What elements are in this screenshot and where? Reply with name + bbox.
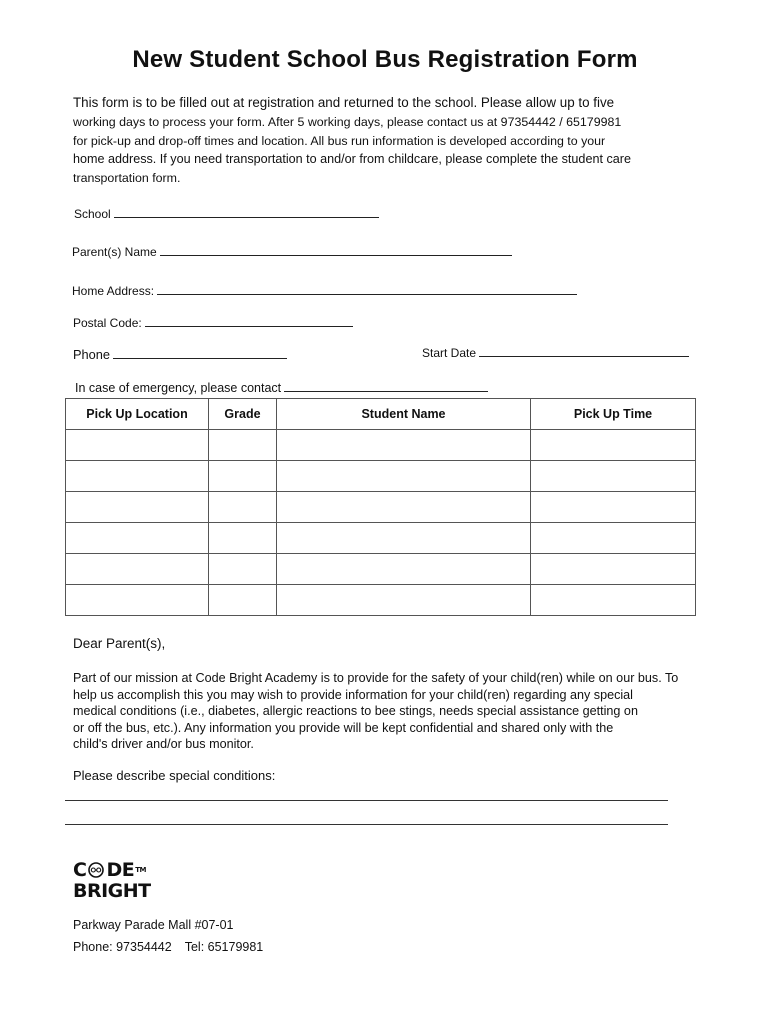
cell-student-name[interactable] bbox=[277, 554, 531, 585]
school-input[interactable] bbox=[114, 206, 379, 218]
home-address-label: Home Address: bbox=[72, 284, 155, 298]
footer-contacts bbox=[73, 940, 263, 954]
table-row bbox=[66, 492, 696, 523]
footer-phone: Phone: 97354442 bbox=[73, 940, 172, 954]
intro-line: home address. If you need transportation to and/or from childcare, please complete the student care bbox=[73, 152, 631, 167]
cell-pickup-time[interactable] bbox=[531, 554, 696, 585]
emergency-input[interactable] bbox=[284, 380, 488, 392]
postal-code-field bbox=[73, 315, 353, 330]
letter-line: medical conditions (i.e., diabetes, allergic reactions to bee stings, needs special assistance getting on bbox=[73, 704, 638, 719]
letter-line: Part of our mission at Code Bright Academy is to provide for the safety of your child(ren) while on our bus. To bbox=[73, 671, 679, 685]
start-date-field bbox=[422, 345, 689, 360]
postal-code-input[interactable] bbox=[145, 315, 353, 327]
cell-pickup-time[interactable] bbox=[531, 492, 696, 523]
table-row bbox=[66, 554, 696, 585]
header-student-name: Student Name bbox=[277, 399, 531, 430]
intro-line: transportation form. bbox=[73, 171, 181, 186]
cell-student-name[interactable] bbox=[277, 492, 531, 523]
header-pickup-time: Pick Up Time bbox=[531, 399, 696, 430]
page-title: New Student School Bus Registration Form bbox=[132, 46, 638, 73]
intro-paragraph bbox=[73, 94, 713, 188]
header-grade: Grade bbox=[209, 399, 277, 430]
cell-pickup-location[interactable] bbox=[66, 430, 209, 461]
cell-pickup-time[interactable] bbox=[531, 461, 696, 492]
postal-code-label: Postal Code: bbox=[73, 316, 142, 330]
cell-pickup-time[interactable] bbox=[531, 430, 696, 461]
cell-grade[interactable] bbox=[209, 430, 277, 461]
table-row bbox=[66, 523, 696, 554]
cell-pickup-location[interactable] bbox=[66, 492, 209, 523]
cell-pickup-location[interactable] bbox=[66, 585, 209, 616]
cell-pickup-location[interactable] bbox=[66, 461, 209, 492]
cell-grade[interactable] bbox=[209, 461, 277, 492]
cell-pickup-time[interactable] bbox=[531, 585, 696, 616]
cell-student-name[interactable] bbox=[277, 523, 531, 554]
table-row bbox=[66, 430, 696, 461]
phone-label: Phone bbox=[73, 347, 111, 362]
cell-grade[interactable] bbox=[209, 585, 277, 616]
start-date-input[interactable] bbox=[479, 345, 689, 357]
cell-pickup-location[interactable] bbox=[66, 554, 209, 585]
parent-name-input[interactable] bbox=[160, 244, 512, 256]
phone-input[interactable] bbox=[113, 347, 287, 359]
letter-line: help us accomplish this you may wish to provide information for your child(ren) regarding any special bbox=[73, 687, 633, 702]
cell-student-name[interactable] bbox=[277, 461, 531, 492]
footer-tel: Tel: 65179981 bbox=[184, 940, 264, 954]
intro-line: working days to process your form. After 5 working days, please contact us at 97354442 / 65179981 bbox=[73, 114, 622, 129]
parent-name-field bbox=[72, 244, 512, 259]
cell-pickup-location[interactable] bbox=[66, 523, 209, 554]
cell-grade[interactable] bbox=[209, 523, 277, 554]
cell-grade[interactable] bbox=[209, 492, 277, 523]
table-header-row bbox=[66, 399, 696, 430]
table-row bbox=[66, 461, 696, 492]
letter-greeting: Dear Parent(s), bbox=[73, 636, 166, 651]
home-address-input[interactable] bbox=[157, 283, 577, 295]
cell-grade[interactable] bbox=[209, 554, 277, 585]
school-label: School bbox=[74, 207, 111, 221]
logo-glasses-icon bbox=[87, 862, 105, 878]
letter-line: child's driver and/or bus monitor. bbox=[73, 737, 254, 752]
footer-address: Parkway Parade Mall #07-01 bbox=[73, 918, 234, 932]
logo-line-code: C DE™ bbox=[73, 859, 146, 881]
emergency-label: In case of emergency, please contact bbox=[75, 381, 282, 395]
intro-line: for pick-up and drop-off times and location. All bus run information is developed according to your bbox=[73, 133, 606, 148]
trademark: TM bbox=[135, 866, 146, 874]
parent-name-label: Parent(s) Name bbox=[72, 245, 157, 259]
home-address-field bbox=[72, 283, 577, 298]
special-conditions-line-1[interactable] bbox=[65, 800, 668, 801]
code-bright-logo bbox=[73, 860, 151, 902]
logo-line-bright: BRIGHT bbox=[73, 880, 151, 902]
table-row bbox=[66, 585, 696, 616]
header-pickup-location: Pick Up Location bbox=[66, 399, 209, 430]
cell-pickup-time[interactable] bbox=[531, 523, 696, 554]
start-date-label: Start Date bbox=[422, 346, 477, 360]
intro-line: This form is to be filled out at registration and returned to the school. Please allow up to five bbox=[73, 95, 615, 110]
school-field bbox=[74, 206, 379, 221]
cell-student-name[interactable] bbox=[277, 430, 531, 461]
cell-student-name[interactable] bbox=[277, 585, 531, 616]
letter-body bbox=[73, 670, 723, 753]
special-conditions-line-2[interactable] bbox=[65, 824, 668, 825]
emergency-field bbox=[75, 380, 488, 395]
describe-label: Please describe special conditions: bbox=[73, 768, 276, 783]
phone-field bbox=[73, 347, 287, 362]
registration-table bbox=[65, 398, 696, 616]
letter-line: or off the bus, etc.). Any information you provide will be kept confidential and shared only with the bbox=[73, 720, 614, 735]
